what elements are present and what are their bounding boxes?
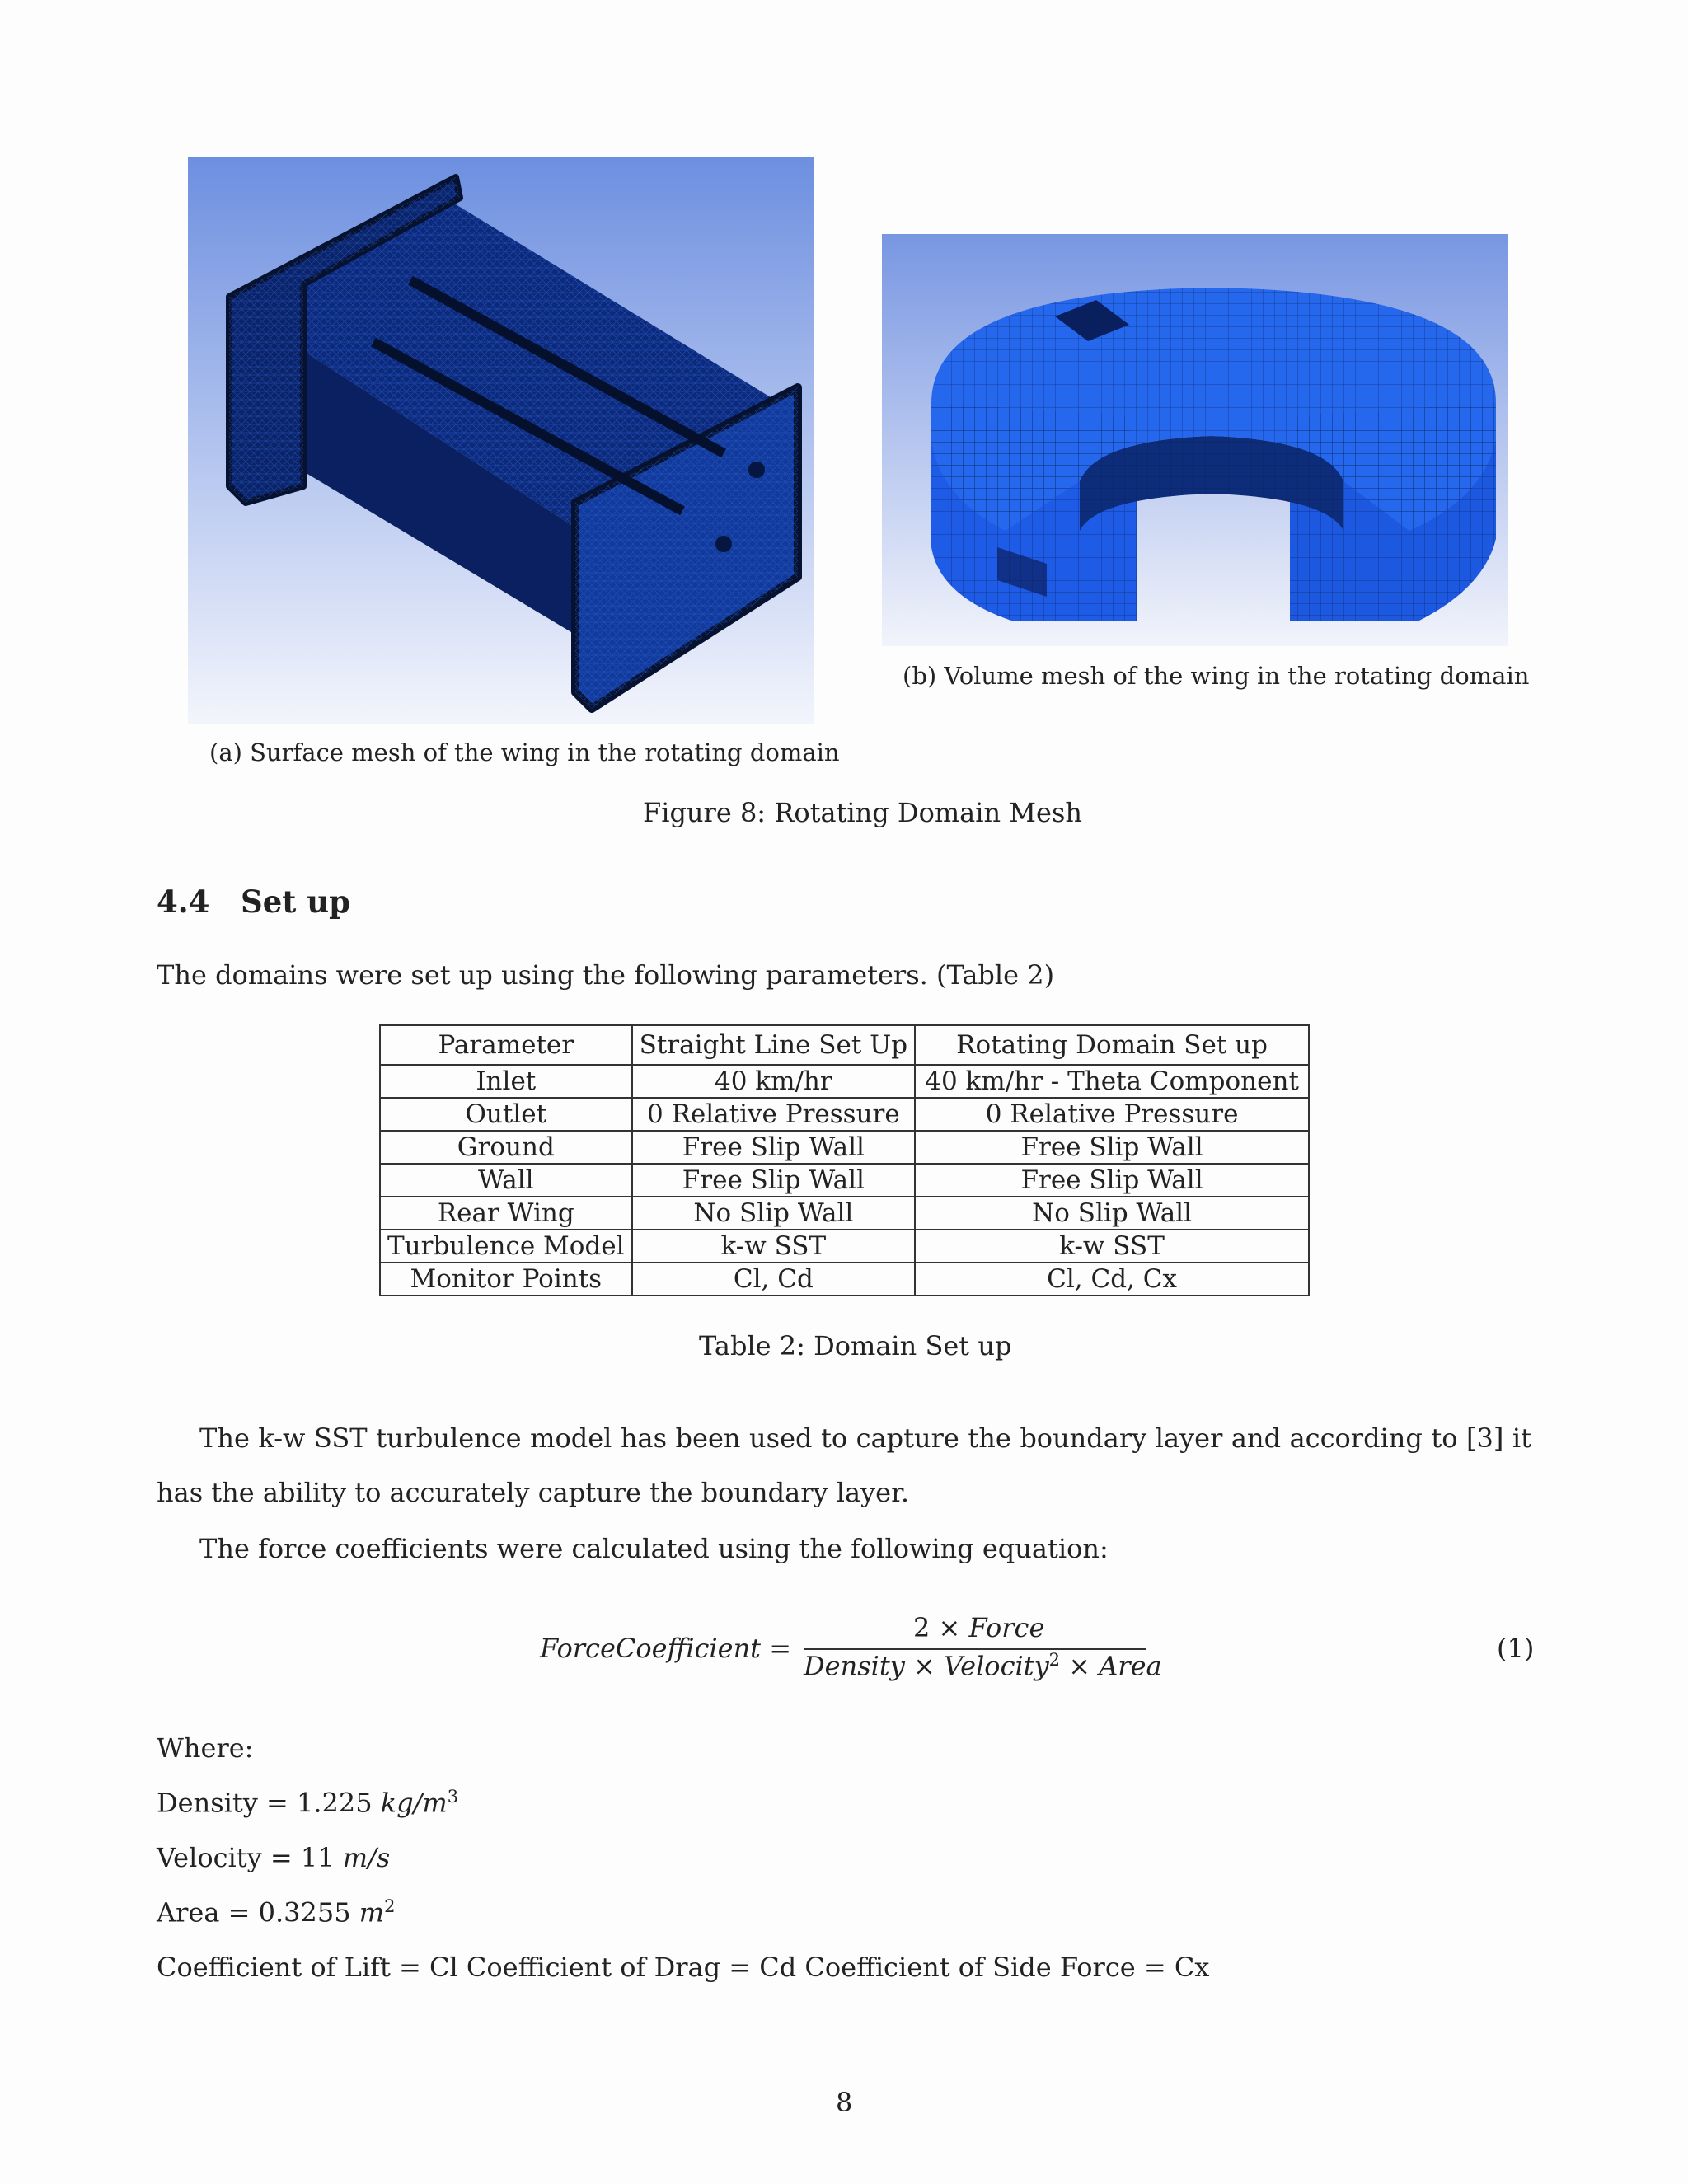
table-cell: 40 km/hr - Theta Component — [915, 1065, 1309, 1098]
table-header-cell: Parameter — [380, 1025, 632, 1065]
table-row — [380, 1263, 1309, 1296]
table-header-row — [380, 1025, 1309, 1065]
density-label: Density = 1.225 — [157, 1787, 381, 1819]
table-row — [380, 1098, 1309, 1131]
table-cell: 40 km/hr — [632, 1065, 916, 1098]
surface-mesh-image — [188, 157, 814, 724]
area-definition — [157, 1896, 395, 1929]
velocity-definition — [157, 1842, 390, 1873]
table-cell: Cl, Cd, Cx — [915, 1263, 1309, 1296]
density-definition — [157, 1787, 458, 1819]
table-row — [380, 1164, 1309, 1197]
equation-number: (1) — [1497, 1633, 1535, 1664]
table-header-cell: Rotating Domain Set up — [915, 1025, 1309, 1065]
table-cell: Outlet — [380, 1098, 632, 1131]
subfigure-b-caption: (b) Volume mesh of the wing in the rotating domain — [903, 662, 1530, 690]
table-cell: No Slip Wall — [915, 1197, 1309, 1230]
table-cell: Free Slip Wall — [915, 1164, 1309, 1197]
section-heading — [157, 883, 350, 920]
coefficient-definitions: Coefficient of Lift = Cl Coefficient of Drag = Cd Coefficient of Side Force = Cx — [157, 1952, 1210, 1983]
table-cell: Rear Wing — [380, 1197, 632, 1230]
area-exponent: 2 — [384, 1896, 396, 1916]
denominator-start: Density × Velocity — [804, 1650, 1049, 1682]
table-cell: Wall — [380, 1164, 632, 1197]
body-paragraph: The k-w SST turbulence model has been used to capture the boundary layer and according to [3] it has the ability to accurately capture the boundary layer. — [157, 1422, 1531, 1508]
table-row — [380, 1131, 1309, 1164]
table-cell: No Slip Wall — [632, 1197, 916, 1230]
velocity-label: Velocity = 11 — [157, 1842, 343, 1873]
velocity-unit: m/s — [342, 1842, 391, 1873]
table-cell: Free Slip Wall — [632, 1164, 916, 1197]
area-label: Area = 0.3255 — [157, 1896, 359, 1929]
numerator-factor: 2 × — [913, 1612, 969, 1643]
table-cell: k-w SST — [632, 1230, 916, 1263]
intro-paragraph: The domains were set up using the following parameters. (Table 2) — [157, 959, 1055, 991]
density-unit: kg/m — [380, 1787, 448, 1819]
table-row — [380, 1065, 1309, 1098]
domain-setup-table — [379, 1024, 1310, 1296]
denominator-exponent: 2 — [1048, 1650, 1061, 1670]
table-caption: Table 2: Domain Set up — [699, 1330, 1012, 1361]
table-cell: 0 Relative Pressure — [632, 1098, 916, 1131]
where-label: Where: — [157, 1732, 254, 1764]
volume-mesh-image — [882, 234, 1508, 646]
numerator-variable: Force — [968, 1612, 1045, 1643]
equation-numerator — [913, 1612, 1044, 1643]
table-cell: Inlet — [380, 1065, 632, 1098]
table-cell: 0 Relative Pressure — [915, 1098, 1309, 1131]
table-header-cell: Straight Line Set Up — [632, 1025, 916, 1065]
table-row — [380, 1197, 1309, 1230]
denominator-end: × Area — [1060, 1650, 1162, 1682]
table-cell: Free Slip Wall — [915, 1131, 1309, 1164]
density-exponent: 3 — [447, 1787, 459, 1807]
figure-caption: Figure 8: Rotating Domain Mesh — [643, 797, 1082, 828]
area-unit: m — [359, 1896, 385, 1929]
table-cell: Cl, Cd — [632, 1263, 916, 1296]
section-title: Set up — [241, 883, 351, 920]
table-cell: Monitor Points — [380, 1263, 632, 1296]
equation-lhs: ForceCoefficient = — [540, 1633, 792, 1664]
subfigure-a-caption: (a) Surface mesh of the wing in the rotating domain — [209, 738, 840, 766]
table-cell: Free Slip Wall — [632, 1131, 916, 1164]
page-number: 8 — [836, 2087, 853, 2118]
table-cell: Ground — [380, 1131, 632, 1164]
table-row — [380, 1230, 1309, 1263]
equation-denominator — [804, 1650, 1162, 1682]
table-cell: k-w SST — [915, 1230, 1309, 1263]
equation-intro: The force coefficients were calculated using the following equation: — [199, 1533, 1109, 1564]
table-cell: Turbulence Model — [380, 1230, 632, 1263]
section-number: 4.4 — [157, 883, 210, 920]
